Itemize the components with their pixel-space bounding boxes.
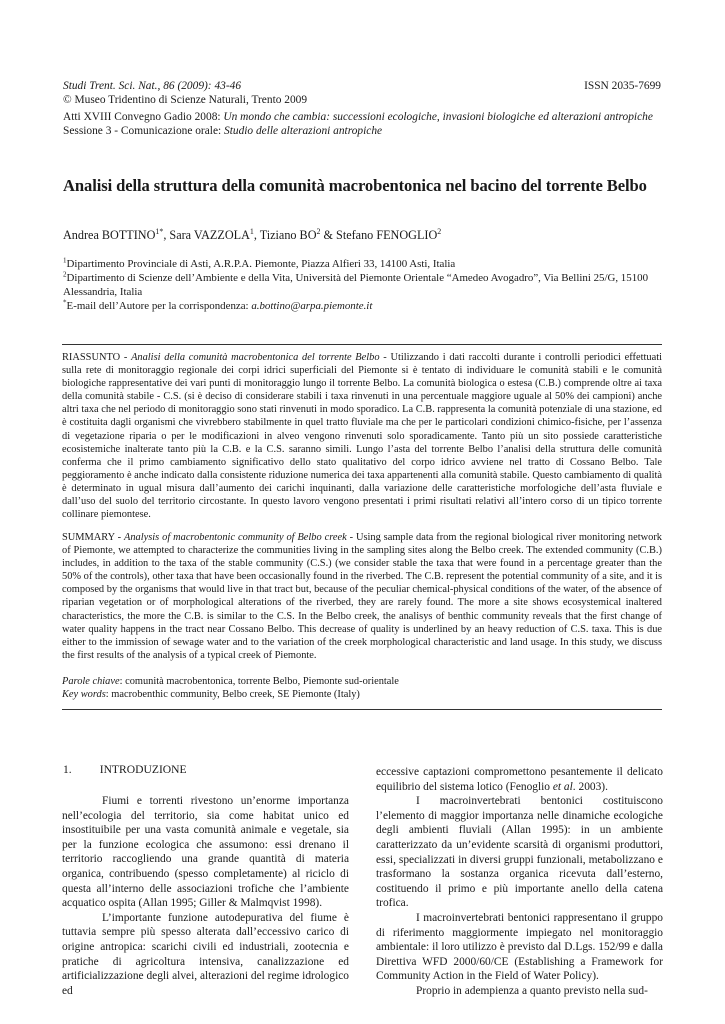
conference-line: Atti XVIII Convegno Gadio 2008: Un mondo che cambia: successioni ecologiche, invasioni biologiche ed alterazioni antropiche [63, 111, 653, 123]
journal-citation: Studi Trent. Sci. Nat., 86 (2009): 43-46 [63, 80, 242, 92]
paragraph: Fiumi e torrenti rivestono un’enorme importanza nell’ecologia del territorio, sia come habitat unico ed insostituibile per una vasta comunità animale e vegetale, sia per la funzione ecologica che assumono: essi drenano il territorio raccogliendo una grande quantità di materia organica, contribuendo (spesso completamente) al riciclo di questa all’interno delle associazioni trofiche che l’ambiente acquatico ospita (Allan 1995; Giller & Malmqvist 1998). [62, 795, 349, 910]
parole-chiave: Parole chiave: comunità macrobentonica, torrente Belbo, Piemonte sud-orientale [62, 676, 399, 687]
session-line: Sessione 3 - Comunicazione orale: Studio delle alterazioni antropiche [63, 125, 383, 137]
riassunto: RIASSUNTO - Analisi della comunità macrobentonica del torrente Belbo - Utilizzando i dati raccolti durante i controlli periodici effettuati sulla rete di monitoraggio regionale dei corpi idrici superficiali del Piemonte si è tentato di individuare le comunità stabili e le comunità biologiche rappresentative dei vari punti di monitoraggio lungo il torrente Belbo. La comunità biologica o estesa (C.B.) comprende oltre ai taxa della comunità stabile - C.S. (si è deciso di considerare stabili i taxa rinvenuti in una percentuale maggiore uguale al 50% dei campioni) anche altri taxa che nel periodo di monitoraggio sono stati rinvenuti in modo sporadico. La C.B. rappresenta la comunità potenziale di una stazione, ed è costituita dagli organismi che vivrebbero stabilmente in quel tratto fluviale ma che per le particolari condizioni chimico-fisiche, per l’assenza di vegetazione riparia o per le modificazioni in alveo vengono rinvenuti solo sporadicamente. Tanto più un sito possiede caratteristiche ecosistemiche inalterate tanto più la C.B. e la C.S. saranno simili. Lungo l’asta del torrente Belbo l’analisi della struttura delle comunità conferma che il primo cambiamento significativo dello stato qualitativo del corpo idrico avviene nel tratto di Cossano Belbo. Tale peggioramento è anche indicato dalla consistente riduzione numerica dei taxa appartenenti alla comunità stabile. Questo cambiamento di qualità è determinato in ugual misura dall’aumento dei carichi inquinanti, dalla variazione delle caratteristiche morfologiche dell’asta fluviale e dall’uso del suolo del territorio circostante. In questo lavoro vengono presentati i primi risultati relativi all’intero corso di un tipico torrente collinare piemontese. [62, 352, 662, 521]
author: Andrea $BOTTINO^{1*}$, [63, 226, 170, 242]
paragraph: L’importante funzione autodepurativa del fiume è tuttavia sempre più spesso alterata dall’eccessivo carico di origine antropica: scarichi civili ed industriali, zootecnia e pratiche di agricoltura intensiva, canalizzazione ed artificializzazione degli alvei, alterazioni del regime idrologico ed [62, 911, 349, 997]
divider [62, 344, 662, 345]
journal-header [63, 79, 661, 138]
issn: ISSN 2035-7699 [584, 80, 661, 92]
author-list [63, 228, 441, 243]
paragraph: Proprio in adempienza a quanto previsto nella sud- [416, 984, 648, 997]
column-right [376, 765, 663, 999]
section-heading: 1. INTRODUZIONE [63, 763, 187, 776]
paper-title: Analisi della struttura della comunità macrobentonica nel bacino del torrente Belbo [63, 176, 647, 195]
corresponding-email: *E-mail dell’Autore per la corrispondenza: a.bottino@arpa.piemonte.it [63, 298, 373, 312]
paragraph: I macroinvertebrati bentonici rappresentano il gruppo di riferimento maggiormente impiegato nel monitoraggio ambientale: il loro utilizzo è previsto dal D.Lgs. 152/99 e dalla Direttiva WFD 2000/60/CE (Establishing a Framework for Community Action in the Field of Water Policy). [376, 911, 663, 983]
author: Tiziano $BO^2$ & [259, 226, 337, 242]
email-link[interactable]: a.bottino@arpa.piemonte.it [251, 300, 373, 312]
author: Sara VAZZOLA$^1$, [169, 226, 260, 242]
affiliations [63, 257, 673, 313]
copyright: © Museo Tridentino di Scienze Naturali, Trento 2009 [63, 94, 308, 106]
keywords [62, 675, 662, 701]
paragraph: I macroinvertebrati bentonici costituiscono l’elemento di maggior importanza nelle dinamiche ecologiche degli ambienti fluviali (Allan 1995): in un ambiente caratterizzato da un’evidente scarsità di organismi produttori, essi, specializzati in diversi gruppi funzionali, metabolizzano e trasformano la sostanza organica ricevuta dall’esterno, costituendo il primo e più importante anello della catena trofica. [376, 795, 663, 910]
affiliation-1: $^1$Dipartimento Provinciale di Asti, A.R.P.A. Piemonte, Piazza Alfieri 33, 14100 Asti, Italia [63, 256, 456, 270]
key-words: Key words: macrobenthic community, Belbo creek, SE Piemonte (Italy) [62, 689, 360, 700]
affiliation-2: $^2$Dipartimento di Scienze dell’Ambiente e della Vita, Università del Piemonte Orientale “Amedeo Avogadro”, Via Bellini 25/G, 15100 Alessandria, Italia [63, 270, 649, 298]
summary: SUMMARY - Analysis of macrobentonic community of Belbo creek - Using sample data from the regional biological river monitoring network of Piemonte, we attempted to characterize the communities living in the sampling sites along the Belbo creek. The extended community (C.B.) includes, in addition to the taxa of the stable community (C.S.) (we consider stable the taxa that were found in a percentage greater than the 50% of the controls), other taxa that have been occasionally found in the riverbed. The C.B. represent the potential community of a site, and it is composed by the organisms that would live in that tract but, because of the peculiar chemical-physical conditions of the water, of the absence of riparian vegetation or of morphological alterations of the riverbed, they are rarely found. The more a site shows ecosystemical inaltered characteristics, the more the C.B. is similar to the C.S. In the Belbo creek, the analisys of benthic community reveals that the first change of water quality happens in the tract near Cossano Belbo. This decrease of quality is underlined by an heavy reduction of C.S. taxa. This is due either to the immission of sewage water and to the variation of the creek morphological characteristic and land usage. In this study, we discuss the first results of the analysis of a typical creek of Piemonte. [62, 532, 662, 661]
paragraph: eccessive captazioni compromettono pesantemente il delicato equilibrio del sistema lotico (Fenoglio et al. 2003). [376, 766, 663, 793]
divider [62, 709, 662, 710]
column-left [62, 794, 349, 998]
author: Stefano FENOGLIO$^2$ [336, 226, 442, 242]
